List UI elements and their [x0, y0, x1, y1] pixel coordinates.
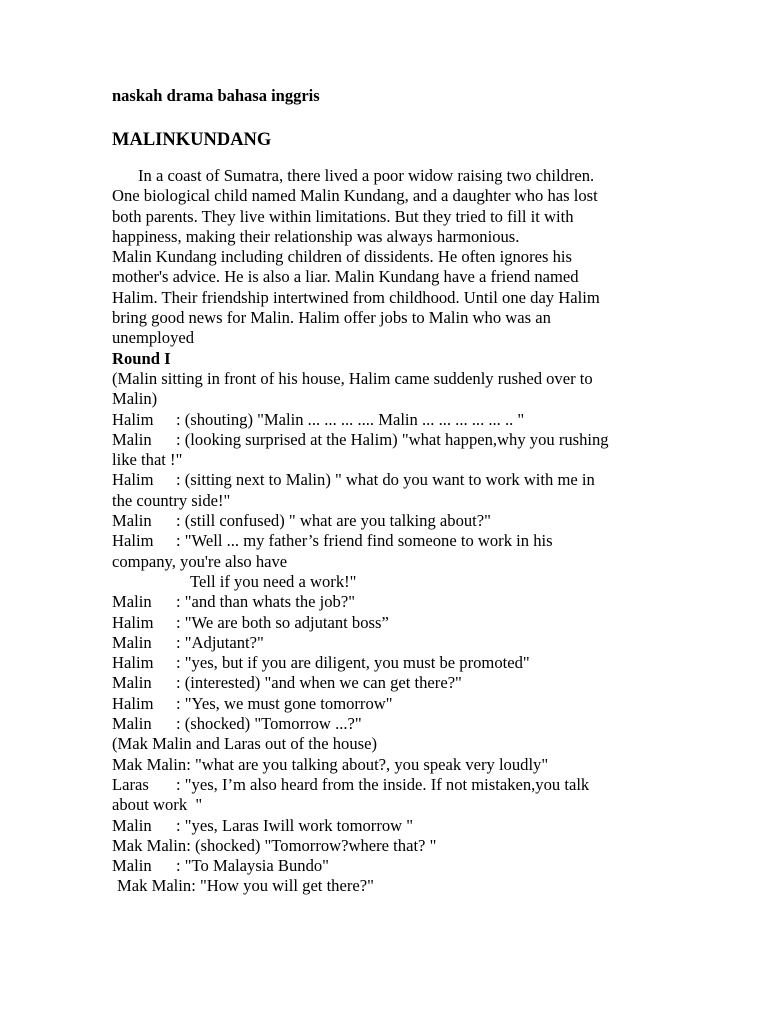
- speaker-name: Halim: [112, 653, 154, 673]
- text-line: [112, 572, 668, 592]
- line-text: both parents. They live within limitations. But they tried to fill it with: [112, 206, 574, 226]
- line-text: happiness, making their relationship was always harmonious.: [112, 226, 520, 246]
- dialogue-line: [112, 470, 668, 490]
- dialogue-line: [112, 531, 668, 551]
- dialogue-line: [112, 511, 668, 531]
- text-line: [112, 552, 668, 572]
- dialogue-line: [112, 613, 668, 633]
- text-line: [112, 836, 668, 856]
- line-text: : "Adjutant?": [176, 632, 264, 652]
- dialogue-line: [112, 430, 668, 450]
- line-text: Mak Malin: (shocked) "Tomorrow?where that? ": [112, 835, 437, 855]
- speaker-name: Malin: [112, 429, 152, 449]
- text-line: [112, 267, 668, 287]
- dialogue-line: [112, 714, 668, 734]
- text-line: [112, 491, 668, 511]
- line-text: : "Well ... my father’s friend find someone to work in his: [176, 531, 553, 551]
- line-text: unemployed: [112, 328, 195, 348]
- text-line: [112, 389, 668, 409]
- text-line: [112, 186, 668, 206]
- line-text: : (still confused) " what are you talking about?": [176, 511, 491, 531]
- line-text: Mak Malin: "what are you talking about?, you speak very loudly": [112, 754, 549, 774]
- document-title: MALINKUNDANG: [112, 130, 272, 150]
- text-line: [112, 166, 668, 186]
- speaker-name: Malin: [112, 714, 152, 734]
- line-text: bring good news for Malin. Halim offer jobs to Malin who was an: [112, 308, 551, 328]
- speaker-name: Halim: [112, 693, 154, 713]
- dialogue-line: [112, 856, 668, 876]
- dialogue-line: [112, 633, 668, 653]
- line-text: : "and than whats the job?": [176, 592, 355, 612]
- line-text: the country side!": [112, 490, 231, 510]
- text-line: [112, 876, 668, 896]
- line-text: : (looking surprised at the Halim) "what happen,why you rushing: [176, 429, 609, 449]
- speaker-name: Halim: [112, 612, 154, 632]
- text-line: [112, 795, 668, 815]
- speaker-name: Malin: [112, 673, 152, 693]
- line-text: about work ": [112, 795, 203, 815]
- speaker-name: Malin: [112, 856, 152, 876]
- line-text: : "yes, Laras Iwill work tomorrow ": [176, 815, 414, 835]
- line-text: : "We are both so adjutant boss”: [176, 612, 389, 632]
- line-text: Tell if you need a work!": [190, 571, 357, 591]
- line-text: Round I: [112, 348, 171, 368]
- text-line: [112, 308, 668, 328]
- line-text: : (interested) "and when we can get there?": [176, 673, 462, 693]
- line-text: company, you're also have: [112, 551, 288, 571]
- text-line: [112, 734, 668, 754]
- line-text: In a coast of Sumatra, there lived a poor widow raising two children.: [138, 166, 595, 185]
- line-text: : "Yes, we must gone tomorrow": [176, 693, 393, 713]
- text-line: [112, 288, 668, 308]
- speaker-name: Malin: [112, 592, 152, 612]
- dialogue-line: [112, 653, 668, 673]
- line-text: : "yes, I’m also heard from the inside. If not mistaken,you talk: [176, 774, 590, 794]
- line-text: Mak Malin: "How you will get there?": [117, 876, 374, 896]
- text-line: [112, 369, 668, 389]
- text-line: [112, 328, 668, 348]
- text-line: [112, 450, 668, 470]
- line-text: (Malin sitting in front of his house, Halim came suddenly rushed over to: [112, 368, 593, 388]
- line-text: : (shouting) "Malin ... ... ... .... Malin ... ... ... ... ... .. ": [176, 409, 525, 429]
- speaker-name: Malin: [112, 511, 152, 531]
- speaker-name: Halim: [112, 531, 154, 551]
- dialogue-line: [112, 673, 668, 693]
- text-line: [112, 755, 668, 775]
- dialogue-line: [112, 775, 668, 795]
- line-text: (Mak Malin and Laras out of the house): [112, 734, 377, 754]
- speaker-name: Malin: [112, 815, 152, 835]
- line-text: : "yes, but if you are diligent, you must be promoted": [176, 653, 530, 673]
- line-text: mother's advice. He is also a liar. Malin Kundang have a friend named: [112, 267, 579, 287]
- document-lines: [112, 166, 668, 897]
- line-text: like that !": [112, 450, 183, 470]
- line-text: One biological child named Malin Kundang, and a daughter who has lost: [112, 186, 598, 206]
- dialogue-line: [112, 592, 668, 612]
- text-line: [112, 247, 668, 267]
- document-subtitle: naskah drama bahasa inggris: [112, 86, 320, 105]
- line-text: Malin): [112, 389, 158, 409]
- speaker-name: Halim: [112, 470, 154, 490]
- text-line: [112, 349, 668, 369]
- dialogue-line: [112, 694, 668, 714]
- line-text: : (sitting next to Malin) " what do you want to work with me in: [176, 470, 595, 490]
- line-text: : (shocked) "Tomorrow ...?": [176, 714, 362, 734]
- dialogue-line: [112, 410, 668, 430]
- line-text: Halim. Their friendship intertwined from childhood. Until one day Halim: [112, 287, 600, 307]
- speaker-name: Halim: [112, 409, 154, 429]
- text-line: [112, 207, 668, 227]
- line-text: Malin Kundang including children of dissidents. He often ignores his: [112, 247, 572, 267]
- speaker-name: Laras: [112, 774, 149, 794]
- speaker-name: Malin: [112, 632, 152, 652]
- line-text: : "To Malaysia Bundo": [176, 856, 329, 876]
- text-line: [112, 227, 668, 247]
- dialogue-line: [112, 816, 668, 836]
